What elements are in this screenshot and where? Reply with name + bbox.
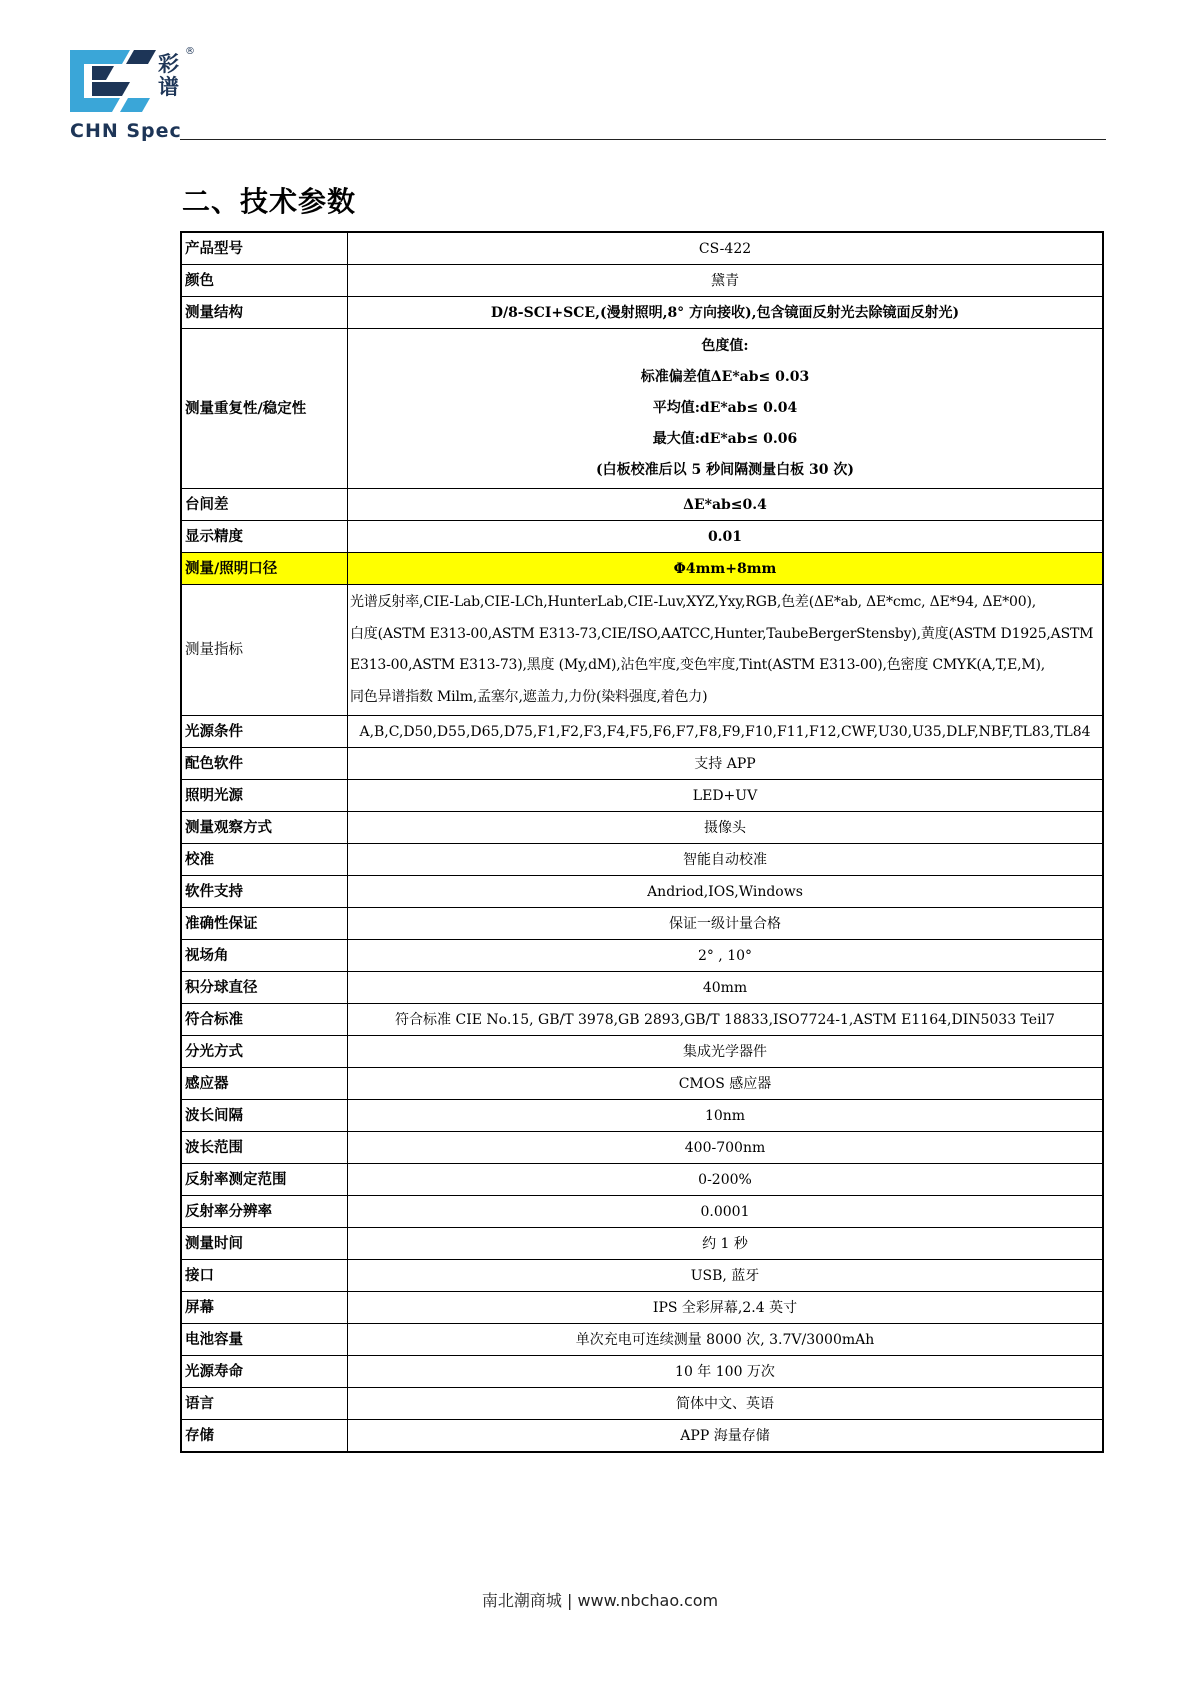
spec-value: 0.01 (348, 521, 1104, 553)
spec-label: 光源寿命 (181, 1356, 348, 1388)
spec-row (181, 1100, 1103, 1132)
spec-row (181, 1196, 1103, 1228)
spec-value: 支持 APP (348, 748, 1104, 780)
spec-row (181, 844, 1103, 876)
spec-value: IPS 全彩屏幕,2.4 英寸 (348, 1292, 1104, 1324)
spec-row (181, 297, 1103, 329)
spec-value (348, 329, 1104, 489)
header-divider (180, 139, 1106, 140)
spec-value-line: 平均值:dE*ab≤ 0.04 (652, 400, 798, 416)
spec-value-line: 白度(ASTM E313-00,ASTM E313-73,CIE/ISO,AATCC,Hunter,TaubeBergerStensby),黄度(ASTM D1925,ASTM (350, 625, 1094, 642)
spec-label: 校准 (181, 844, 348, 876)
spec-label: 照明光源 (181, 780, 348, 812)
spec-value: A,B,C,D50,D55,D65,D75,F1,F2,F3,F4,F5,F6,F7,F8,F9,F10,F11,F12,CWF,U30,U35,DLF,NBF,TL83,TL84 (348, 716, 1104, 748)
spec-label: 配色软件 (181, 748, 348, 780)
spec-value: CMOS 感应器 (348, 1068, 1104, 1100)
section-title: 二、技术参数 (182, 185, 357, 218)
spec-label: 颜色 (181, 265, 348, 297)
spec-value-line: 光谱反射率,CIE-Lab,CIE-LCh,HunterLab,CIE-Luv,XYZ,Yxy,RGB,色差(ΔE*ab, ΔE*cmc, ΔE*94, ΔE*00), (350, 594, 1036, 610)
spec-label: 反射率测定范围 (181, 1164, 348, 1196)
spec-value: 符合标准 CIE No.15, GB/T 3978,GB 2893,GB/T 18833,ISO7724-1,ASTM E1164,DIN5033 Teil7 (348, 1004, 1104, 1036)
spec-row (181, 1164, 1103, 1196)
spec-value-line: 色度值: (701, 338, 749, 354)
spec-row (181, 1068, 1103, 1100)
spec-label: 电池容量 (181, 1324, 348, 1356)
spec-label: 语言 (181, 1388, 348, 1420)
spec-label: 显示精度 (181, 521, 348, 553)
spec-value (348, 585, 1104, 716)
spec-value: 10nm (348, 1100, 1104, 1132)
page-footer: 南北潮商城 | www.nbchao.com (481, 1591, 719, 1610)
spec-value: 集成光学器件 (348, 1036, 1104, 1068)
spec-label: 光源条件 (181, 716, 348, 748)
spec-row (181, 716, 1103, 748)
spec-label: 台间差 (181, 489, 348, 521)
spec-value-line: E313-00,ASTM E313-73),黑度 (My,dM),沾色牢度,变色牢度,Tint(ASTM E313-00),色密度 CMYK(A,T,E,M), (350, 657, 1046, 673)
spec-row (181, 489, 1103, 521)
spec-label: 准确性保证 (181, 908, 348, 940)
spec-value: 400-700nm (348, 1132, 1104, 1164)
spec-row (181, 1292, 1103, 1324)
spec-row (181, 812, 1103, 844)
spec-label: 感应器 (181, 1068, 348, 1100)
spec-value: 40mm (348, 972, 1104, 1004)
spec-row (181, 1036, 1103, 1068)
spec-value: 10 年 100 万次 (348, 1356, 1104, 1388)
spec-value: APP 海量存储 (348, 1420, 1104, 1453)
spec-row (181, 908, 1103, 940)
spec-value: 0.0001 (348, 1196, 1104, 1228)
spec-label: 测量/照明口径 (181, 553, 348, 585)
spec-value: 智能自动校准 (348, 844, 1104, 876)
spec-label: 软件支持 (181, 876, 348, 908)
spec-value-line: 最大值:dE*ab≤ 0.06 (652, 431, 798, 447)
spec-label: 反射率分辨率 (181, 1196, 348, 1228)
spec-table (180, 231, 1104, 1453)
spec-row (181, 329, 1103, 489)
spec-row (181, 1388, 1103, 1420)
spec-row (181, 876, 1103, 908)
spec-label: 波长间隔 (181, 1100, 348, 1132)
spec-label: 积分球直径 (181, 972, 348, 1004)
spec-label: 测量指标 (181, 585, 348, 716)
spec-row (181, 1356, 1103, 1388)
spec-value: Φ4mm+8mm (348, 553, 1104, 585)
spec-label: 符合标准 (181, 1004, 348, 1036)
brand-logo (70, 46, 195, 142)
spec-value: 简体中文、英语 (348, 1388, 1104, 1420)
spec-label: 测量观察方式 (181, 812, 348, 844)
spec-label: 接口 (181, 1260, 348, 1292)
spec-label: 波长范围 (181, 1132, 348, 1164)
spec-value: 约 1 秒 (348, 1228, 1104, 1260)
spec-row (181, 265, 1103, 297)
spec-row (181, 521, 1103, 553)
spec-value: 黛青 (348, 265, 1104, 297)
spec-label: 存储 (181, 1420, 348, 1453)
spec-row (181, 1324, 1103, 1356)
spec-value: CS-422 (348, 232, 1104, 265)
spec-row (181, 232, 1103, 265)
spec-value: LED+UV (348, 780, 1104, 812)
spec-value: ΔE*ab≤0.4 (348, 489, 1104, 521)
spec-value-line: 同色异谱指数 Milm,孟塞尔,遮盖力,力份(染料强度,着色力) (350, 688, 708, 705)
spec-label: 测量重复性/稳定性 (181, 329, 348, 489)
spec-value-line: (白板校准后以 5 秒间隔测量白板 30 次) (596, 462, 854, 478)
spec-row (181, 1132, 1103, 1164)
spec-row (181, 780, 1103, 812)
spec-value: Andriod,IOS,Windows (348, 876, 1104, 908)
spec-value: 保证一级计量合格 (348, 908, 1104, 940)
brand-name-cn: 彩谱 (158, 51, 179, 99)
spec-value: 摄像头 (348, 812, 1104, 844)
brand-name-en: CHN Spec (70, 120, 182, 142)
spec-table-body (181, 232, 1103, 1452)
chn-spec-logo-icon (70, 46, 170, 114)
spec-label: 分光方式 (181, 1036, 348, 1068)
spec-row (181, 1228, 1103, 1260)
spec-row (181, 748, 1103, 780)
spec-value: 0-200% (348, 1164, 1104, 1196)
spec-row (181, 972, 1103, 1004)
spec-row (181, 1420, 1103, 1453)
spec-row (181, 585, 1103, 716)
spec-row (181, 1004, 1103, 1036)
spec-label: 屏幕 (181, 1292, 348, 1324)
registered-mark: ® (185, 46, 195, 57)
spec-label: 产品型号 (181, 232, 348, 265)
spec-value-line: 标准偏差值ΔE*ab≤ 0.03 (640, 369, 810, 385)
spec-label: 测量时间 (181, 1228, 348, 1260)
spec-row (181, 1260, 1103, 1292)
spec-label: 视场角 (181, 940, 348, 972)
spec-label: 测量结构 (181, 297, 348, 329)
spec-value: 单次充电可连续测量 8000 次, 3.7V/3000mAh (348, 1324, 1104, 1356)
spec-value: USB, 蓝牙 (348, 1260, 1104, 1292)
spec-row (181, 553, 1103, 585)
spec-value: 2° , 10° (348, 940, 1104, 972)
spec-value: D/8-SCI+SCE,(漫射照明,8° 方向接收),包含镜面反射光去除镜面反射光) (348, 297, 1104, 329)
spec-row (181, 940, 1103, 972)
